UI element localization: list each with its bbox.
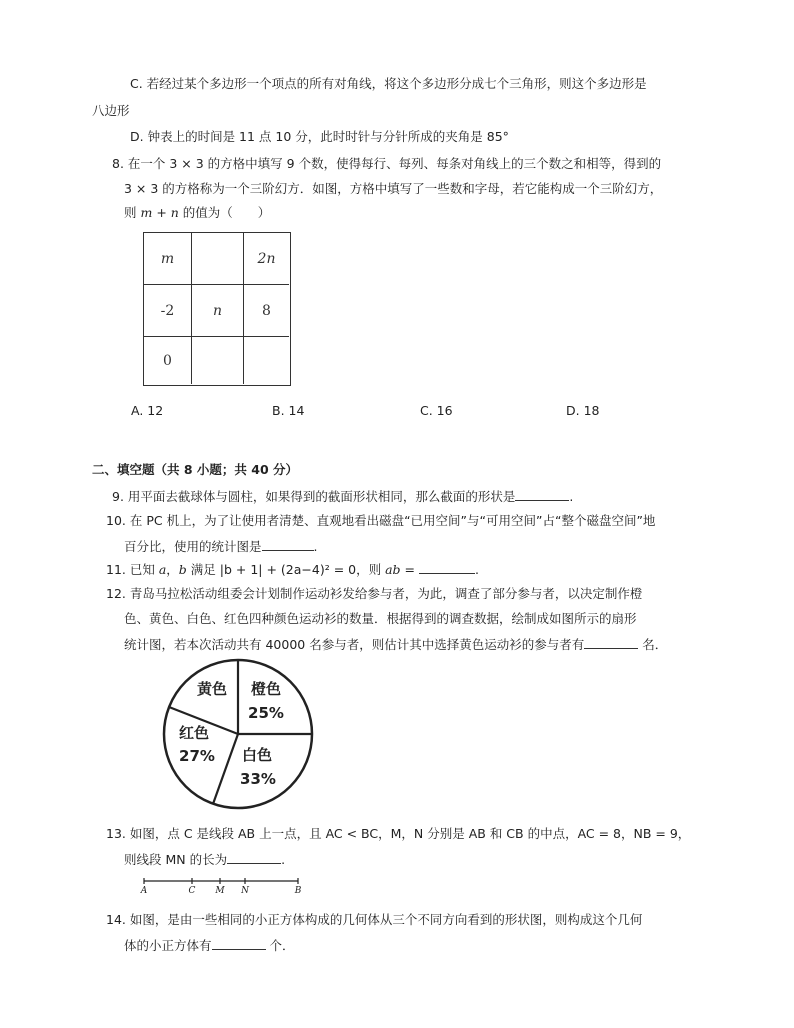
segment-diagram bbox=[138, 870, 308, 896]
grid-cell-r1-c2: 8 bbox=[244, 285, 289, 337]
pie-label-white: 白色 bbox=[241, 746, 273, 764]
q14-line2: 体的小正方体有 个． bbox=[124, 938, 295, 953]
q8-line1: 8. 在一个 3 × 3 的方格中填写 9 个数，使得每行、每列、每条对角线上的三个数之和相等，得到的 bbox=[112, 156, 662, 171]
grid-cell-r2-c0: 0 bbox=[144, 337, 192, 384]
pie-pct-orange: 25% bbox=[248, 704, 284, 722]
q12-line1: 12. 青岛马拉松活动组委会计划制作运动衫发给参与者，为此，调查了部分参与者，以决定制作橙 bbox=[106, 586, 643, 601]
q13-line1: 13. 如图，点 C 是线段 AB 上一点，且 AC < BC，M，N 分别是 AB 和 CB 的中点，AC = 8，NB = 9， bbox=[106, 826, 691, 841]
grid-cell-r1-c0: -2 bbox=[144, 285, 192, 337]
q13-blank[interactable] bbox=[227, 851, 281, 864]
q11-blank[interactable] bbox=[419, 561, 475, 574]
q9-blank[interactable] bbox=[515, 488, 569, 501]
pie-label-red: 红色 bbox=[178, 724, 210, 742]
q14-blank[interactable] bbox=[212, 937, 266, 950]
grid-cell-r0-c1 bbox=[192, 233, 244, 285]
pie-label-orange: 橙色 bbox=[250, 680, 282, 698]
point-c: C bbox=[188, 886, 196, 896]
magic-square-grid bbox=[143, 232, 291, 386]
pie-pct-red: 27% bbox=[179, 747, 215, 765]
pie-pct-white: 33% bbox=[240, 770, 276, 788]
grid-cell-r2-c1 bbox=[192, 337, 244, 384]
grid-cell-r1-c1: n bbox=[192, 285, 244, 337]
q11: 11. 已知 a，b 满足 |b + 1| + (2a−4)² = 0，则 ab = . bbox=[106, 562, 479, 577]
q13-line2: 则线段 MN 的长为 . bbox=[124, 852, 286, 867]
q8-option-d: D. 18 bbox=[566, 403, 600, 418]
q7-option-c-line2: 八边形 bbox=[92, 103, 130, 118]
q8-line3: 则 m + n 的值为（ ） bbox=[124, 205, 271, 220]
q10-line1: 10. 在 PC 机上，为了让使用者清楚、直观地看出磁盘“已用空间”与“可用空间”占“整个磁盘空间”地 bbox=[106, 513, 656, 528]
q8-option-a: A. 12 bbox=[131, 403, 164, 418]
point-m: M bbox=[215, 886, 225, 896]
q12-blank[interactable] bbox=[584, 636, 638, 649]
grid-cell-r0-c2: 2n bbox=[244, 233, 289, 285]
point-b: B bbox=[294, 886, 302, 896]
q8-option-b: B. 14 bbox=[272, 403, 305, 418]
q10-line2: 百分比，使用的统计图是 . bbox=[124, 539, 318, 554]
q8-option-c: C. 16 bbox=[420, 403, 453, 418]
q10-blank[interactable] bbox=[262, 538, 314, 551]
point-n: N bbox=[241, 886, 249, 896]
q12-line3: 统计图，若本次活动共有 40000 名参与者，则估计其中选择黄色运动衫的参与者有 名． bbox=[124, 637, 668, 652]
pie-chart bbox=[150, 656, 330, 816]
grid-cell-r0-c0: m bbox=[144, 233, 192, 285]
point-a: A bbox=[140, 886, 148, 896]
q14-line1: 14. 如图，是由一些相同的小正方体构成的几何体从三个不同方向看到的形状图，则构成这个几何 bbox=[106, 912, 643, 927]
q7-option-c-line1: C. 若经过某个多边形一个项点的所有对角线，将这个多边形分成七个三角形，则这个多边形是 bbox=[130, 76, 647, 91]
q12-line2: 色、黄色、白色、红色四种颜色运动衫的数量．根据得到的调查数据，绘制成如图所示的扇形 bbox=[124, 611, 637, 626]
q9: 9. 用平面去截球体与圆柱，如果得到的截面形状相同，那么截面的形状是 . bbox=[112, 489, 574, 504]
q7-option-d: D. 钟表上的时间是 11 点 10 分，此时时针与分针所成的夹角是 85° bbox=[130, 129, 509, 144]
section-title: 二、填空题（共 8 小题；共 40 分） bbox=[92, 462, 299, 477]
q8-line2: 3 × 3 的方格称为一个三阶幻方．如图，方格中填写了一些数和字母，若它能构成一个三阶幻方， bbox=[124, 181, 663, 196]
pie-label-yellow: 黄色 bbox=[196, 680, 228, 698]
grid-cell-r2-c2 bbox=[244, 337, 289, 384]
